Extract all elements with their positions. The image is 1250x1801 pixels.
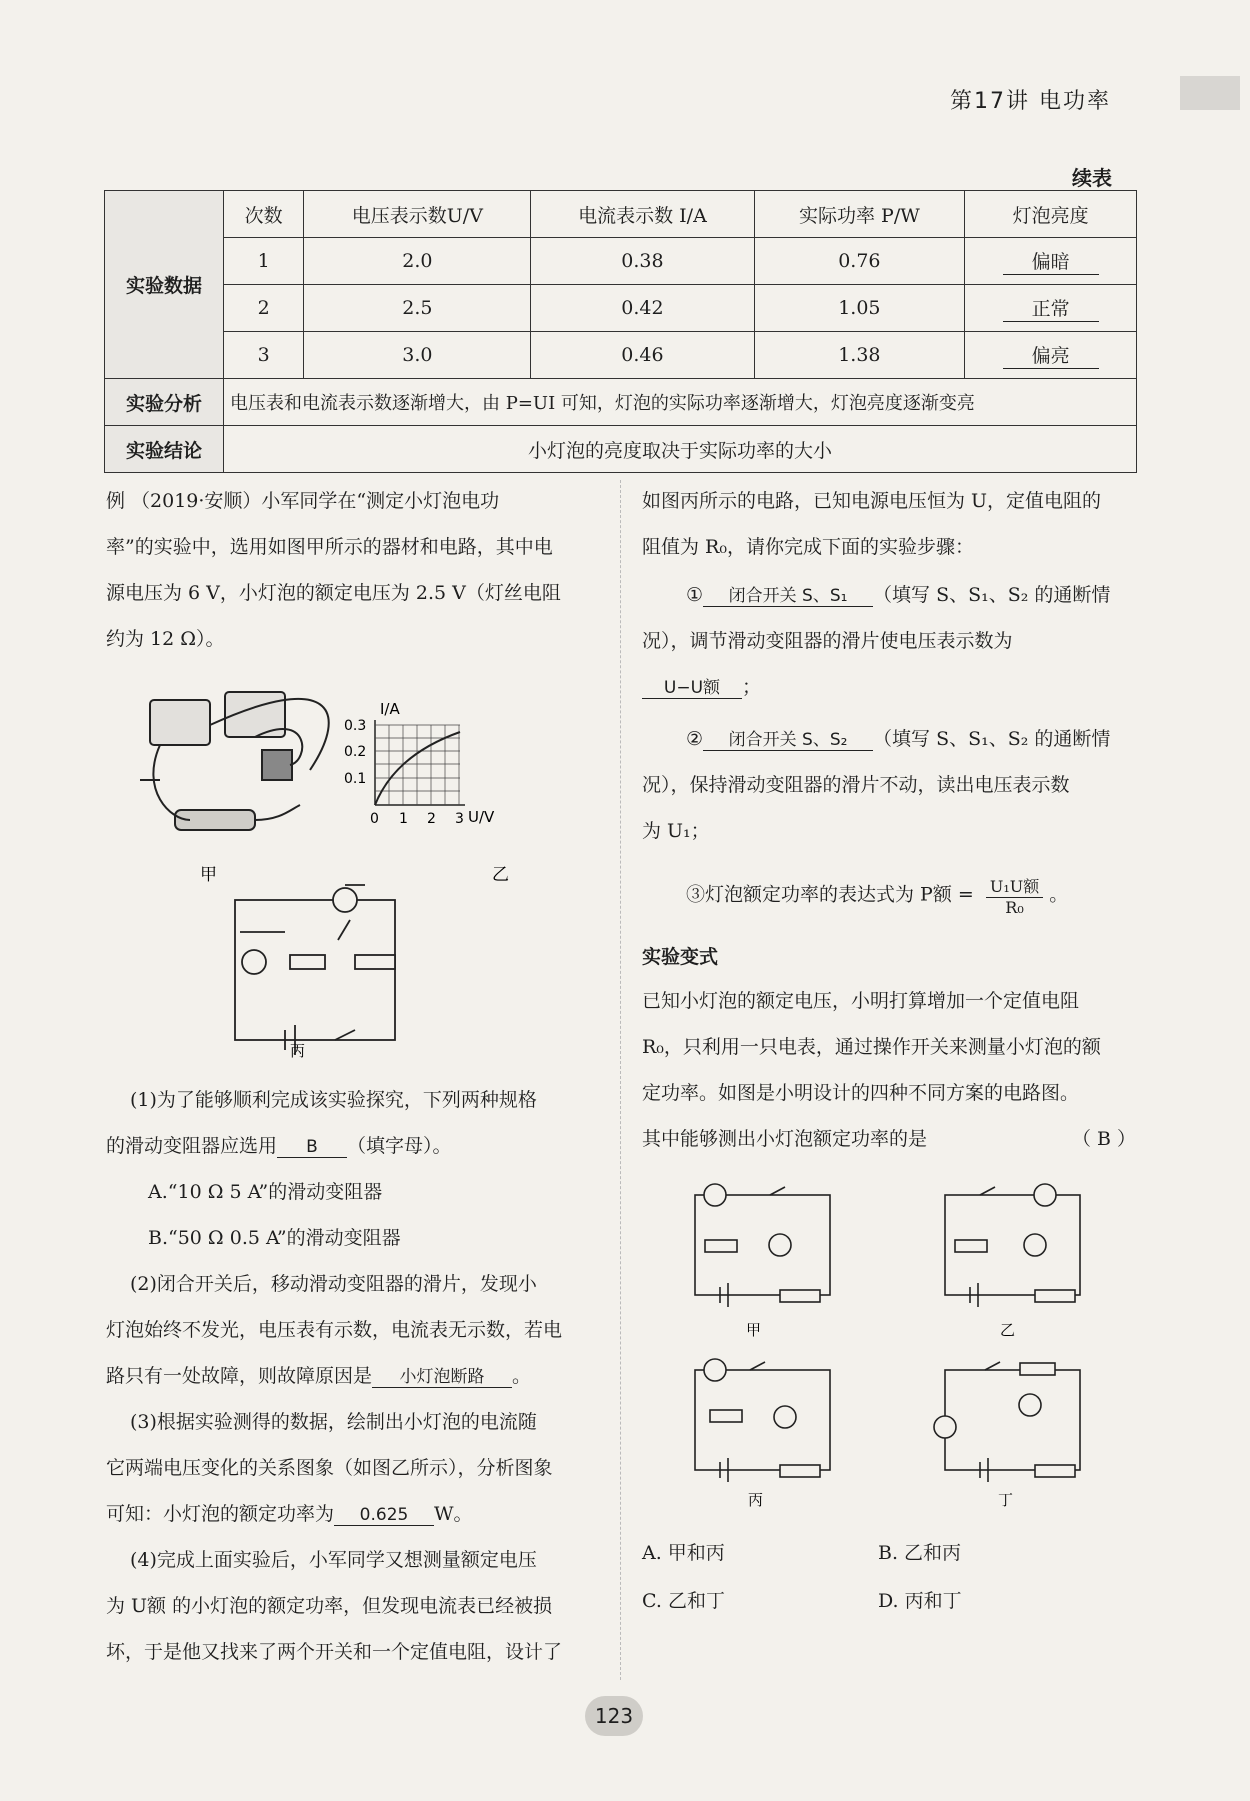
step1-line: 况），调节滑动变阻器的滑片使电压表示数为 — [642, 630, 1013, 652]
q1-line — [106, 1131, 452, 1158]
iu-graph — [375, 720, 465, 805]
answer-fill: B — [277, 1137, 347, 1158]
graph-ytick: 0.2 — [344, 744, 367, 760]
page-number: 123 — [585, 1696, 643, 1736]
graph-xtick: 1 — [399, 811, 408, 827]
table-header: 实际功率 P/W — [754, 191, 965, 238]
figure-label-yi: 乙 — [492, 865, 509, 885]
graph-xlabel: U/V — [468, 808, 495, 826]
answer-fill: 小灯泡断路 — [372, 1362, 512, 1388]
graph-xtick: 3 — [455, 811, 464, 827]
cell: 2.5 — [304, 285, 531, 332]
text: 的滑动变阻器应选用 — [106, 1135, 278, 1157]
choice-b: B. 乙和丙 — [878, 1542, 962, 1564]
cell: 3.0 — [304, 332, 531, 379]
answer-fill: 偏亮 — [1003, 341, 1099, 369]
label-conclusion: 实验结论 — [105, 426, 224, 473]
q2-line: 灯泡始终不发光，电压表有示数，电流表无示数，若电 — [106, 1319, 563, 1341]
text: （填写 S、S₁、S₂ 的通断情 — [873, 728, 1111, 750]
table-row — [105, 238, 1137, 285]
text: 。 — [512, 1365, 532, 1387]
circuit-label-ding: 丁 — [998, 1491, 1014, 1509]
step1-line — [686, 580, 1110, 607]
choice-d: D. 丙和丁 — [878, 1590, 962, 1612]
table-header: 电流表示数 I/A — [531, 191, 754, 238]
cell: 1.05 — [754, 285, 965, 332]
cell: 0.76 — [754, 238, 965, 285]
answer-bracket: （ B ） — [1072, 1128, 1137, 1150]
q3-line: 它两端电压变化的关系图象（如图乙所示），分析图象 — [106, 1457, 553, 1479]
text: 可知：小灯泡的额定功率为 — [106, 1503, 335, 1525]
circuit-label-bing: 丙 — [748, 1491, 764, 1509]
choice-a: A. 甲和丙 — [642, 1542, 725, 1564]
answer-fill: 0.625 — [334, 1505, 434, 1526]
circuit-bing — [235, 885, 395, 1055]
option-a: A.“10 Ω 5 A”的滑动变阻器 — [148, 1181, 383, 1203]
figure-label-jia: 甲 — [200, 865, 217, 885]
text: 。 — [1049, 883, 1069, 906]
q2-line — [106, 1361, 531, 1388]
variant-line: 定功率。如图是小明设计的四种不同方案的电路图。 — [642, 1082, 1080, 1104]
intro-line: 源电压为 6 V，小灯泡的额定电压为 2.5 V（灯丝电阻 — [106, 582, 561, 604]
table-continued-label: 续表 — [1072, 166, 1112, 190]
denominator: R₀ — [1005, 898, 1024, 917]
cell: 1 — [224, 238, 304, 285]
text: ③灯泡额定功率的表达式为 P额 = — [686, 883, 974, 906]
header-decoration — [1180, 76, 1240, 110]
cell: 0.38 — [531, 238, 754, 285]
step2-line: 况），保持滑动变阻器的滑片不动，读出电压表示数 — [642, 774, 1070, 796]
step2-line — [686, 724, 1110, 751]
circuit-label-yi: 乙 — [1000, 1321, 1016, 1339]
text: （填字母）。 — [347, 1135, 452, 1157]
graph-xtick: 0 — [370, 811, 379, 827]
graph-ytick: 0.3 — [344, 718, 367, 734]
cell: 0.42 — [531, 285, 754, 332]
table-header: 灯泡亮度 — [965, 191, 1137, 238]
cell — [965, 238, 1137, 285]
q3-line — [106, 1499, 473, 1526]
cell: 2.0 — [304, 238, 531, 285]
answer-fill: 正常 — [1003, 294, 1099, 322]
formula-fraction — [986, 874, 1043, 917]
variant-title: 实验变式 — [642, 946, 719, 968]
step3-line — [686, 874, 1068, 917]
intro-line: 例 （2019·安顺）小军同学在“测定小灯泡电功 — [106, 490, 500, 512]
conclusion-text: 小灯泡的亮度取决于实际功率的大小 — [224, 426, 1137, 473]
apparatus-figure — [140, 692, 329, 830]
q3-line: (3)根据实验测得的数据，绘制出小灯泡的电流随 — [130, 1411, 537, 1433]
right-line: 如图丙所示的电路，已知电源电压恒为 U，定值电阻的 — [642, 490, 1102, 512]
answer-fill: 闭合开关 S、S₁ — [703, 581, 873, 607]
q4-line: 为 U额 的小灯泡的额定功率，但发现电流表已经被损 — [106, 1595, 553, 1617]
variant-line: 已知小灯泡的额定电压，小明打算增加一个定值电阻 — [642, 990, 1080, 1012]
cell: 0.46 — [531, 332, 754, 379]
cell: 2 — [224, 285, 304, 332]
label-analysis: 实验分析 — [105, 379, 224, 426]
option-b: B.“50 Ω 0.5 A”的滑动变阻器 — [148, 1227, 401, 1249]
text: 其中能够测出小灯泡额定功率的是 — [642, 1128, 928, 1150]
q1-line: (1)为了能够顺利完成该实验探究，下列两种规格 — [130, 1089, 537, 1111]
chapter-title: 第17讲 电功率 — [950, 89, 1111, 114]
figure-label-bing: 丙 — [290, 1042, 306, 1060]
answer: B — [1097, 1128, 1112, 1150]
text: W。 — [434, 1503, 473, 1525]
choice-c: C. 乙和丁 — [642, 1590, 725, 1612]
text: ； — [742, 676, 762, 698]
table-row — [105, 332, 1137, 379]
analysis-text: 电压表和电流表示数逐渐增大，由 P=UI 可知，灯泡的实际功率逐渐增大，灯泡亮度逐渐变亮 — [224, 379, 1137, 426]
cell: 3 — [224, 332, 304, 379]
intro-line: 约为 12 Ω）。 — [106, 628, 225, 650]
variant-circuits — [680, 1165, 1110, 1510]
q4-line: 坏，于是他又找来了两个开关和一个定值电阻，设计了 — [106, 1641, 563, 1663]
step1-line — [642, 672, 761, 699]
text: ① — [686, 584, 704, 606]
table-header: 电压表示数U/V — [304, 191, 531, 238]
right-line: 阻值为 R₀，请你完成下面的实验步骤： — [642, 536, 974, 558]
variant-line: R₀，只利用一只电表，通过操作开关来测量小灯泡的额 — [642, 1036, 1101, 1058]
q2-line: (2)闭合开关后，移动滑动变阻器的滑片，发现小 — [130, 1273, 537, 1295]
experiment-table — [104, 190, 1137, 473]
graph-xtick: 2 — [427, 811, 436, 827]
column-divider — [620, 480, 621, 1680]
label-data: 实验数据 — [105, 191, 224, 379]
text: ② — [686, 728, 704, 750]
table-header: 次数 — [224, 191, 304, 238]
text: 路只有一处故障，则故障原因是 — [106, 1365, 373, 1387]
answer-fill: U−U额 — [642, 673, 742, 699]
q4-line: (4)完成上面实验后，小军同学又想测量额定电压 — [130, 1549, 537, 1571]
intro-line: 率”的实验中，选用如图甲所示的器材和电路，其中电 — [106, 536, 553, 558]
cell — [965, 332, 1137, 379]
variant-line — [642, 1124, 1137, 1151]
numerator: U₁U额 — [986, 874, 1043, 898]
graph-ylabel: I/A — [380, 700, 400, 718]
step2-line: 为 U₁； — [642, 820, 710, 842]
table-row — [105, 285, 1137, 332]
graph-ytick: 0.1 — [344, 771, 367, 787]
answer-fill: 闭合开关 S、S₂ — [703, 725, 873, 751]
text: （填写 S、S₁、S₂ 的通断情 — [873, 584, 1111, 606]
cell: 1.38 — [754, 332, 965, 379]
answer-fill: 偏暗 — [1003, 247, 1099, 275]
figure-left-group — [130, 670, 590, 1060]
circuit-label-jia: 甲 — [746, 1321, 762, 1339]
cell — [965, 285, 1137, 332]
